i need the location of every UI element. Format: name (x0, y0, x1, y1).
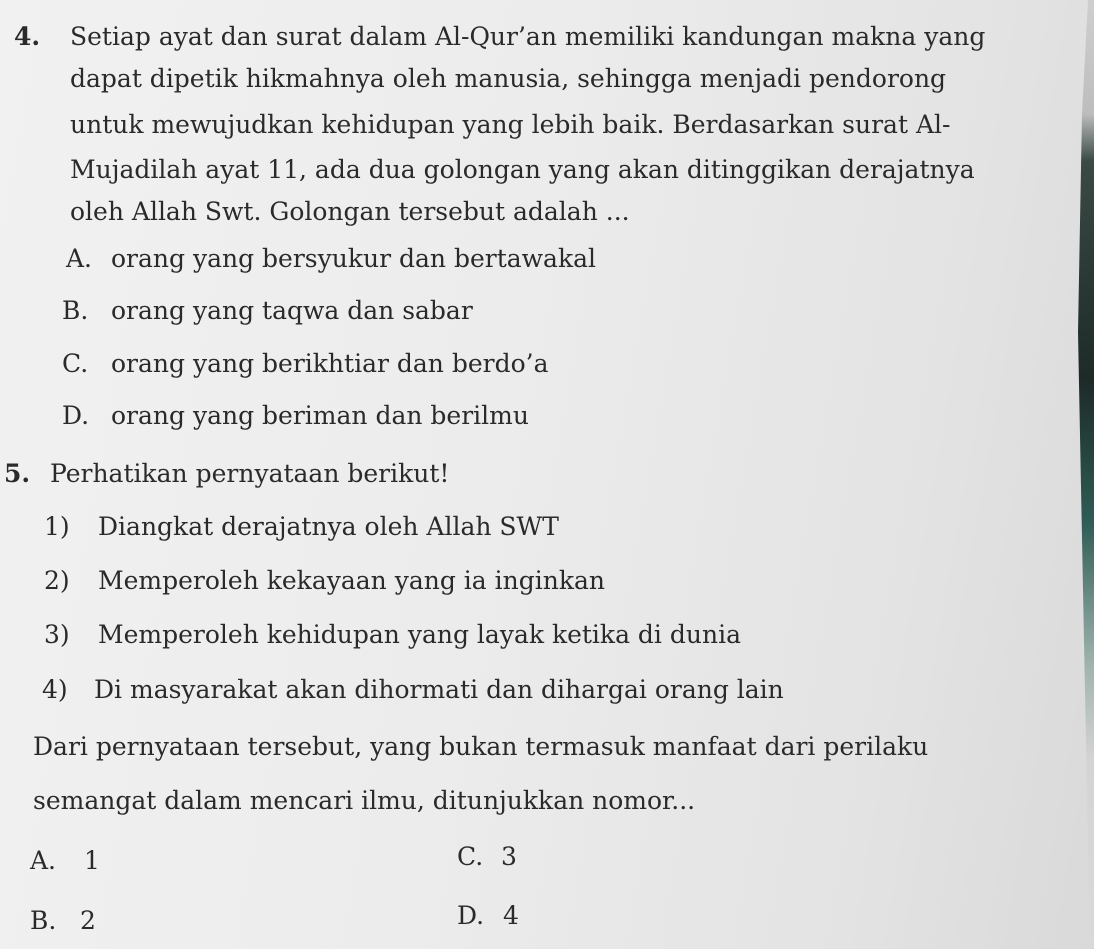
statement-number: 2) (44, 566, 70, 595)
option-text: orang yang berikhtiar dan berdo’a (111, 349, 549, 378)
option-value: 4 (503, 901, 519, 930)
question-4-line-2: dapat dipetik hikmahnya oleh manusia, sehingga menjadi pendorong (70, 64, 947, 93)
option-letter: C. (62, 349, 89, 378)
option-letter: A. (30, 846, 57, 875)
option-letter: B. (62, 296, 89, 325)
question-5-line-2: semangat dalam mencari ilmu, ditunjukkan nomor... (33, 786, 696, 815)
option-text: orang yang beriman dan berilmu (111, 401, 529, 430)
option-value: 1 (84, 846, 100, 875)
option-text: orang yang taqwa dan sabar (111, 296, 473, 325)
page-edge-shadow (1054, 0, 1094, 949)
statement-number: 3) (44, 620, 70, 649)
option-value: 2 (80, 906, 96, 935)
question-4-number: 4. (14, 22, 41, 51)
question-4-line-4: Mujadilah ayat 11, ada dua golongan yang akan ditinggikan derajatnya (70, 155, 975, 184)
statement-text: Diangkat derajatnya oleh Allah SWT (98, 512, 559, 541)
question-5-intro: Perhatikan pernyataan berikut! (50, 459, 450, 488)
statement-number: 1) (44, 512, 70, 541)
question-5-line-1: Dari pernyataan tersebut, yang bukan termasuk manfaat dari perilaku (33, 732, 929, 761)
option-letter: D. (62, 401, 90, 430)
statement-text: Di masyarakat akan dihormati dan dihargai orang lain (94, 675, 784, 704)
option-value: 3 (501, 842, 517, 871)
option-letter: B. (30, 906, 57, 935)
option-letter: D. (457, 901, 485, 930)
option-letter: A. (66, 244, 93, 273)
statement-text: Memperoleh kehidupan yang layak ketika di dunia (98, 620, 741, 649)
question-4-line-1: Setiap ayat dan surat dalam Al-Qur’an memiliki kandungan makna yang (70, 22, 986, 51)
question-4-line-5: oleh Allah Swt. Golongan tersebut adalah ... (70, 197, 630, 226)
option-text: orang yang bersyukur dan bertawakal (111, 244, 596, 273)
option-letter: C. (457, 842, 484, 871)
question-4-line-3: untuk mewujudkan kehidupan yang lebih baik. Berdasarkan surat Al- (70, 110, 951, 139)
statement-number: 4) (42, 675, 68, 704)
statement-text: Memperoleh kekayaan yang ia inginkan (98, 566, 605, 595)
question-5-number: 5. (4, 459, 31, 488)
